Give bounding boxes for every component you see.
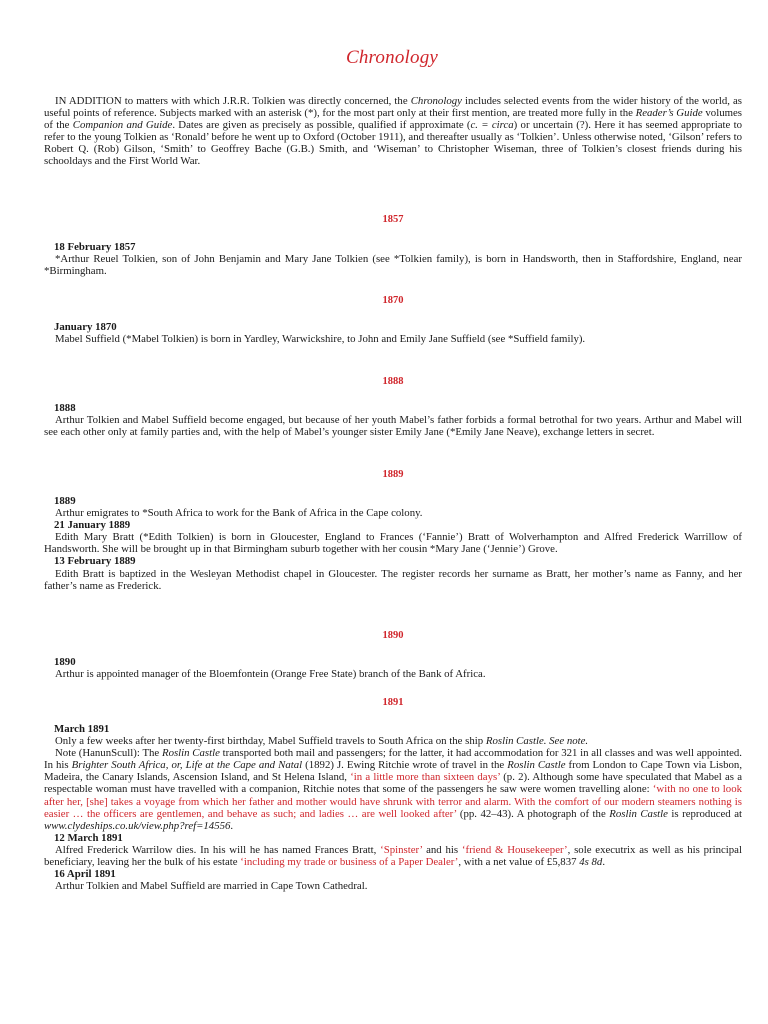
quote: ‘in a little more than sixteen days’: [350, 771, 500, 784]
page-title: Chronology: [345, 47, 439, 68]
entry-text: *Arthur Reuel Tolkien, son of John Benjamin and Mary Jane Tolkien (see *Tolkien family), is born in Handsworth, then in Staffordshire, England, near *Birmingham.: [44, 253, 742, 278]
year-heading-1857: 1857: [382, 214, 404, 225]
ship-link[interactable]: www.clydeships.co.uk/view.php?ref=14556: [44, 819, 231, 832]
entry-text: Edith Mary Bratt (*Edith Tolkien) is born in Gloucester, England to Frances (‘Fannie’) Bratt of Wolverhampton and Alfred Frederick Warrillow of Handsworth. She will be brought up in that Birmingham suburb together with her cousin *Mary Jane (‘Jennie’) Grove.: [44, 531, 742, 556]
entry-date: 1888: [54, 402, 76, 414]
entry-date: 12 March 1891: [54, 831, 123, 844]
entry-date: March 1891: [54, 723, 110, 735]
entry-text: Arthur Tolkien and Mabel Suffield become engaged, but because of her youth Mabel’s father forbids a formal betrothal for two years. Arthur and Mabel will see each other only at family parties and, with the help of Mabel’s younger sister Emily Jane (*Emily Jane Neave), exchange letters in secret.: [44, 414, 742, 439]
quote: ‘including my trade or business of a Paper Dealer’: [240, 856, 459, 869]
year-heading-1891: 1891: [382, 697, 404, 708]
entry-text: Arthur is appointed manager of the Bloemfontein (Orange Free State) branch of the Bank of Africa.: [55, 668, 486, 681]
entry-date: 1890: [54, 656, 76, 668]
entry-text: Only a few weeks after her twenty-first birthday, Mabel Suffield travels to South Africa on the ship Roslin Castle. See note.: [55, 735, 589, 748]
entry-1870: [44, 321, 742, 345]
entry-1891: [44, 723, 742, 892]
entry-1888: [44, 402, 742, 438]
entry-text: Edith Bratt is baptized in the Wesleyan Methodist chapel in Gloucester. The register records her surname as Bratt, her mother’s name as Fanny, and her father’s name as Frederick.: [44, 567, 742, 592]
entry-1889: [44, 495, 742, 592]
entry-1890: [44, 656, 742, 680]
year-heading-1889: 1889: [382, 469, 404, 480]
entry-date: 16 April 1891: [54, 868, 116, 881]
entry-date: 21 January 1889: [54, 519, 131, 532]
quote: ‘Spinster’: [380, 843, 423, 856]
year-heading-1888: 1888: [382, 376, 404, 387]
entry-date: 13 February 1889: [54, 555, 136, 568]
entry-note: Note (HanunScull): The Roslin Castle transported both mail and passengers; for the latter, it had accommodation for 321 in all classes and was well appointed. In his Brighter South Africa, or, Life at the Cape and Natal (1892) J. Ewing Ritchie wrote of travel in the Roslin Castle from London to Cape Town via Lisbon, Madeira, the Canary Islands, Ascension Island, and St Helena Island, ‘in a little more than sixteen days’ (p. 2). Although some have speculated that Mabel as a respectable woman must have travelled with a companion, Ritchie notes that some of the passengers he saw were women travelling alone: ‘with no one to look after her, [she] takes a voyage from which her father and mother would have shrunk with terror and alarm. With the comfort of our modern steamers nothing is easier … the officers are gentlemen, and behave as such; and ladies … are well looked after’ (pp. 42–43). A photograph of the Roslin Castle is reproduced at www.clydeships.co.uk/view.php?ref=14556.: [44, 747, 743, 832]
year-heading-1870: 1870: [382, 295, 404, 306]
entry-text: Arthur emigrates to *South Africa to work for the Bank of Africa in the Cape colony.: [55, 507, 423, 520]
quote: ‘with no one to look after her, [she] takes a voyage from which her father and mother would have shrunk with terror and alarm. With the comfort of our modern steamers nothing is easier … the officers are gentlemen, and behave as such; and ladies … are well looked after’: [44, 783, 742, 820]
entry-1857: [44, 241, 742, 277]
entry-date: January 1870: [54, 321, 117, 333]
year-heading-1890: 1890: [382, 630, 404, 641]
entry-text: Mabel Suffield (*Mabel Tolkien) is born in Yardley, Warwickshire, to John and Emily Jane Suffield (see *Suffield family).: [55, 333, 586, 346]
entry-date: 18 February 1857: [54, 241, 136, 253]
quote: ‘friend & Housekeeper’: [461, 843, 568, 856]
entry-date: 1889: [54, 495, 76, 507]
entry-text: Arthur Tolkien and Mabel Suffield are married in Cape Town Cathedral.: [55, 880, 368, 893]
entry-text: Alfred Frederick Warrilow dies. In his will he has named Frances Bratt, ‘Spinster’ and his ‘friend & Housekeeper’, sole executrix as well as his principal beneficiary, leaving her the bulk of his estate ‘including my trade or business of a Paper Dealer’, with a net value of £5,837 4s 8d.: [44, 843, 742, 869]
intro-paragraph: IN ADDITION to matters with which J.R.R. Tolkien was directly concerned, the Chronology includes selected events from the wider history of the world, as useful points of reference. Subjects marked with an asterisk (*), for the most part only at their first mention, are treated more fully in the Reader’s Guide volumes of the Companion and Guide. Dates are given as precisely as possible, qualified if approximate (c. = circa) or uncertain (?). Here it has seemed appropriate to refer to the young Tolkien as ‘Ronald’ before he went up to Oxford (October 1911), and thereafter usually as ‘Tolkien’. Unless otherwise noted, ‘Gilson’ refers to Robert Q. (Rob) Gilson, ‘Smith’ to Geoffrey Bache (G.B.) Smith, and ‘Wiseman’ to Christopher Wiseman, three of Tolkien’s closest friends during his schooldays and the First World War.: [44, 95, 743, 168]
